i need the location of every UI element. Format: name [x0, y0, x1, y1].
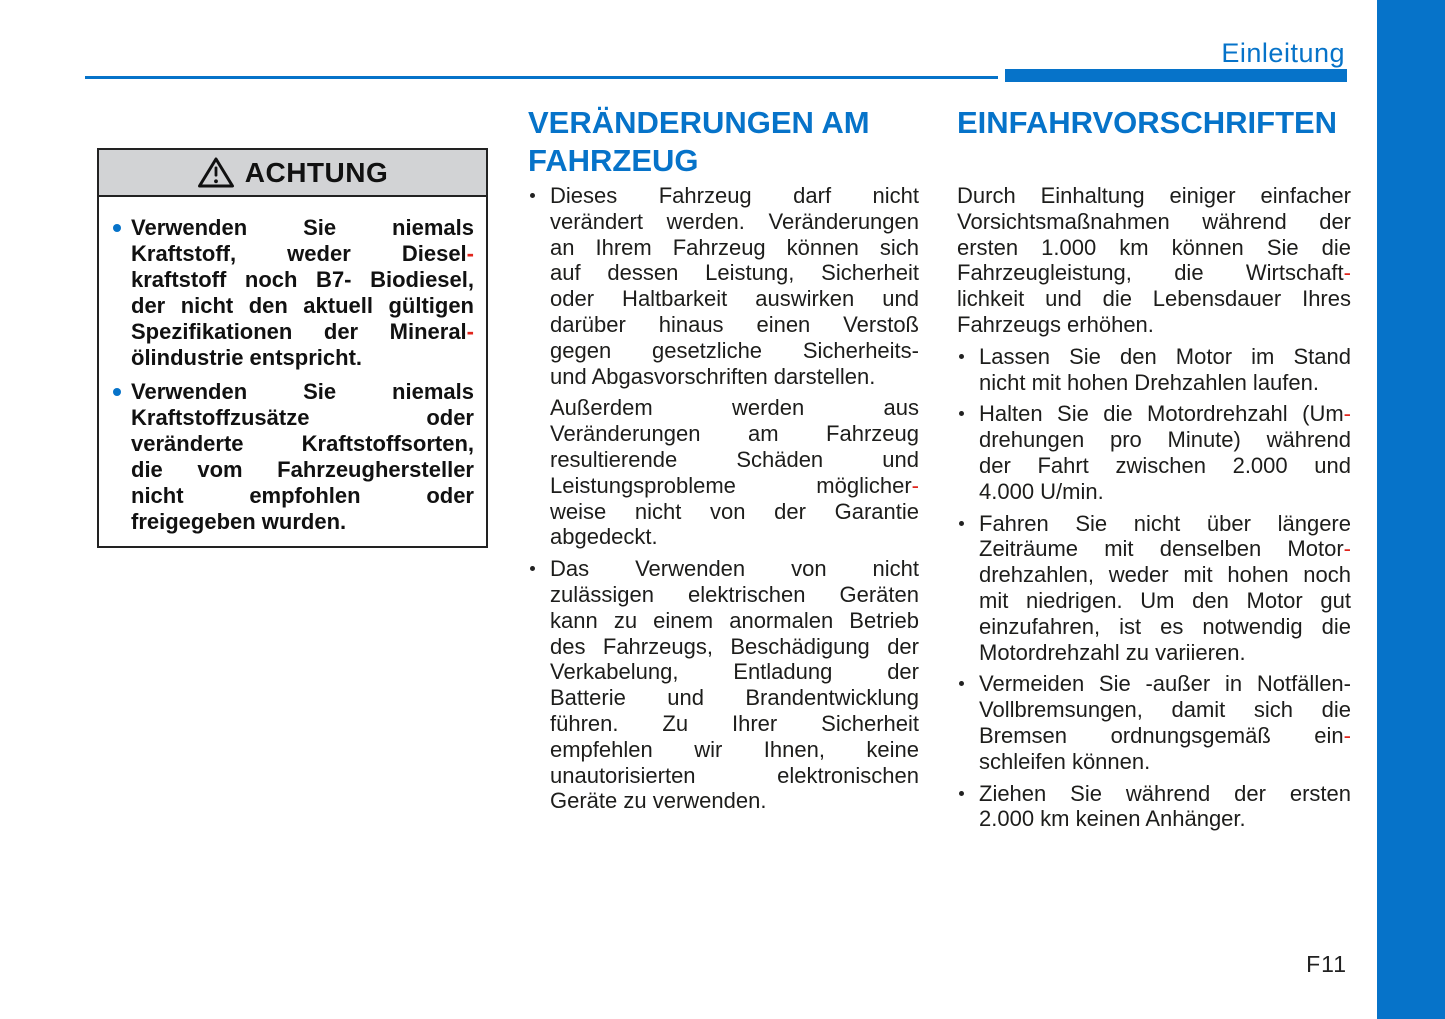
text-line: abgedeckt.	[550, 524, 658, 550]
paragraph-text	[979, 781, 1351, 833]
text-line: drehzahlen, weder mit hohen noch	[979, 562, 1351, 588]
text-line: kraftstoff noch B7- Biodiesel,	[131, 267, 474, 292]
text-line: Vollbremsungen, damit sich die	[979, 697, 1351, 723]
paragraph-text	[550, 395, 919, 550]
page-edge-accent-bar	[1377, 0, 1445, 1019]
text-line: schleifen können.	[979, 748, 1151, 774]
text-line: der nicht den aktuell gültigen	[131, 293, 474, 318]
soft-hyphen: -	[1343, 401, 1351, 427]
text-line: Veränderungen am Fahrzeug	[550, 421, 919, 447]
text-line: die vom Fahrzeughersteller	[131, 457, 474, 482]
text-line: Fahren Sie nicht über längere	[979, 510, 1351, 536]
text-line: Vermeiden Sie -außer in Notfällen-	[979, 671, 1351, 697]
paragraph-text	[979, 344, 1351, 396]
warning-triangle-icon	[197, 156, 235, 189]
text-line: Ziehen Sie während der ersten	[979, 780, 1351, 806]
bullet-dot	[959, 521, 964, 526]
text-line: Motordrehzahl zu variieren.	[979, 639, 1246, 665]
paragraph-text	[979, 671, 1351, 774]
bullet-dot	[113, 388, 121, 396]
page-number: F11	[1306, 951, 1347, 977]
warning-item	[113, 215, 474, 371]
body-paragraph	[528, 556, 919, 814]
warning-box-title: ACHTUNG	[244, 156, 389, 188]
column-einfahrvorschriften	[957, 104, 1351, 838]
text-line: 2.000 km keinen Anhänger.	[979, 806, 1246, 832]
text-line: der Fahrt zwischen 2.000 und	[979, 452, 1351, 478]
text-line: Kraftstoffzusätze oder	[131, 405, 474, 430]
text-line: Verkabelung, Entladung der	[550, 659, 919, 685]
body-paragraph	[957, 401, 1351, 504]
text-line: unautorisierten elektronischen	[550, 762, 919, 788]
paragraph-text	[979, 401, 1351, 504]
text-line: auf dessen Leistung, Sicherheit	[550, 260, 919, 286]
header-rule-thick	[1005, 69, 1347, 82]
text-line: Fahrzeugs erhöhen.	[957, 311, 1154, 337]
paragraph-text	[131, 215, 474, 371]
bullet-dot	[113, 224, 121, 232]
soft-hyphen: -	[1343, 536, 1351, 562]
text-line: Das Verwenden von nicht	[550, 556, 919, 582]
text-line: resultierende Schäden und	[550, 446, 919, 472]
bullet-dot	[959, 354, 964, 359]
soft-hyphen: -	[1343, 260, 1351, 286]
text-line: gegen gesetzliche Sicherheits-	[550, 337, 919, 363]
text-line: ölindustrie entspricht.	[131, 345, 363, 370]
text-line: Batterie und Brandentwicklung	[550, 685, 919, 711]
text-line: mit niedrigen. Um den Motor gut	[979, 587, 1351, 613]
bullet-dot	[530, 566, 535, 571]
text-line: Vorsichtsmaßnahmen während der	[957, 208, 1351, 234]
text-line: ersten 1.000 km können Sie die	[957, 234, 1351, 260]
text-line: oder Haltbarkeit auswirken und	[550, 286, 919, 312]
text-line: Verwenden Sie niemals	[131, 379, 474, 404]
text-line: Spezifikationen der Mineral-	[131, 319, 474, 344]
paragraph-text	[957, 183, 1351, 338]
text-line: verändert werden. Veränderungen	[550, 208, 919, 234]
bullet-dot	[959, 791, 964, 796]
text-line: 4.000 U/min.	[979, 478, 1104, 504]
text-line: Geräte zu verwenden.	[550, 788, 767, 814]
text-line: Dieses Fahrzeug darf nicht	[550, 183, 919, 208]
text-line: Bremsen ordnungsgemäß ein-	[979, 722, 1351, 748]
text-line: Zeiträume mit denselben Motor-	[979, 536, 1351, 562]
text-line: veränderte Kraftstoffsorten,	[131, 431, 474, 456]
bullet-dot	[959, 681, 964, 686]
body-paragraph	[957, 511, 1351, 666]
text-line: Verwenden Sie niemals	[131, 215, 474, 240]
text-line: Halten Sie die Motordrehzahl (Um-	[979, 401, 1351, 427]
soft-hyphen: -	[1343, 722, 1351, 748]
text-line: freigegeben wurden.	[131, 509, 347, 534]
warning-box	[97, 148, 488, 548]
text-line: Fahrzeugleistung, die Wirtschaft-	[957, 260, 1351, 286]
text-line: darüber hinaus einen Verstoß	[550, 311, 919, 337]
paragraph-text	[550, 556, 919, 814]
text-line: lichkeit und die Lebensdauer Ihres	[957, 286, 1351, 312]
text-line: Kraftstoff, weder Diesel-	[131, 241, 474, 266]
text-line: Durch Einhaltung einiger einfacher	[957, 183, 1351, 208]
text-line: führen. Zu Ihrer Sicherheit	[550, 710, 919, 736]
text-line: weise nicht von der Garantie	[550, 498, 919, 524]
text-line: des Fahrzeugs, Beschädigung der	[550, 633, 919, 659]
bullet-dot	[530, 193, 535, 198]
chapter-header-label: Einleitung	[1221, 38, 1345, 68]
body-paragraph	[528, 395, 919, 550]
warning-box-header	[99, 150, 486, 197]
column-veraenderungen	[528, 104, 919, 820]
text-line: an Ihrem Fahrzeug können sich	[550, 234, 919, 260]
header-rule-thin	[85, 76, 998, 79]
section-heading: EINFAHRVORSCHRIFTEN	[957, 105, 1338, 140]
soft-hyphen: -	[466, 319, 474, 344]
text-line: Leistungsprobleme möglicher-	[550, 472, 919, 498]
text-line: nicht empfohlen oder	[131, 483, 474, 508]
paragraph-text	[979, 511, 1351, 666]
section-heading: VERÄNDERUNGEN AM FAHRZEUG	[528, 105, 870, 178]
soft-hyphen: -	[911, 472, 919, 498]
text-line: empfehlen wir Ihnen, keine	[550, 736, 919, 762]
warning-item	[113, 379, 474, 535]
text-line: kann zu einem anormalen Betrieb	[550, 607, 919, 633]
text-line: zulässigen elektrischen Geräten	[550, 581, 919, 607]
body-paragraph	[957, 781, 1351, 833]
text-line: einzufahren, ist es notwendig die	[979, 613, 1351, 639]
body-paragraph	[957, 671, 1351, 774]
bullet-dot	[959, 411, 964, 416]
body-paragraph	[957, 183, 1351, 338]
text-line: nicht mit hohen Drehzahlen laufen.	[979, 369, 1319, 395]
paragraph-text	[131, 379, 474, 535]
text-line: drehungen pro Minute) während	[979, 427, 1351, 453]
text-line: Außerdem werden aus	[550, 395, 919, 421]
soft-hyphen: -	[466, 241, 474, 266]
body-paragraph	[957, 344, 1351, 396]
text-line: Lassen Sie den Motor im Stand	[979, 343, 1351, 369]
paragraph-text	[550, 183, 919, 389]
warning-box-body	[99, 197, 486, 535]
text-line: und Abgasvorschriften darstellen.	[550, 363, 876, 389]
body-paragraph	[528, 183, 919, 389]
